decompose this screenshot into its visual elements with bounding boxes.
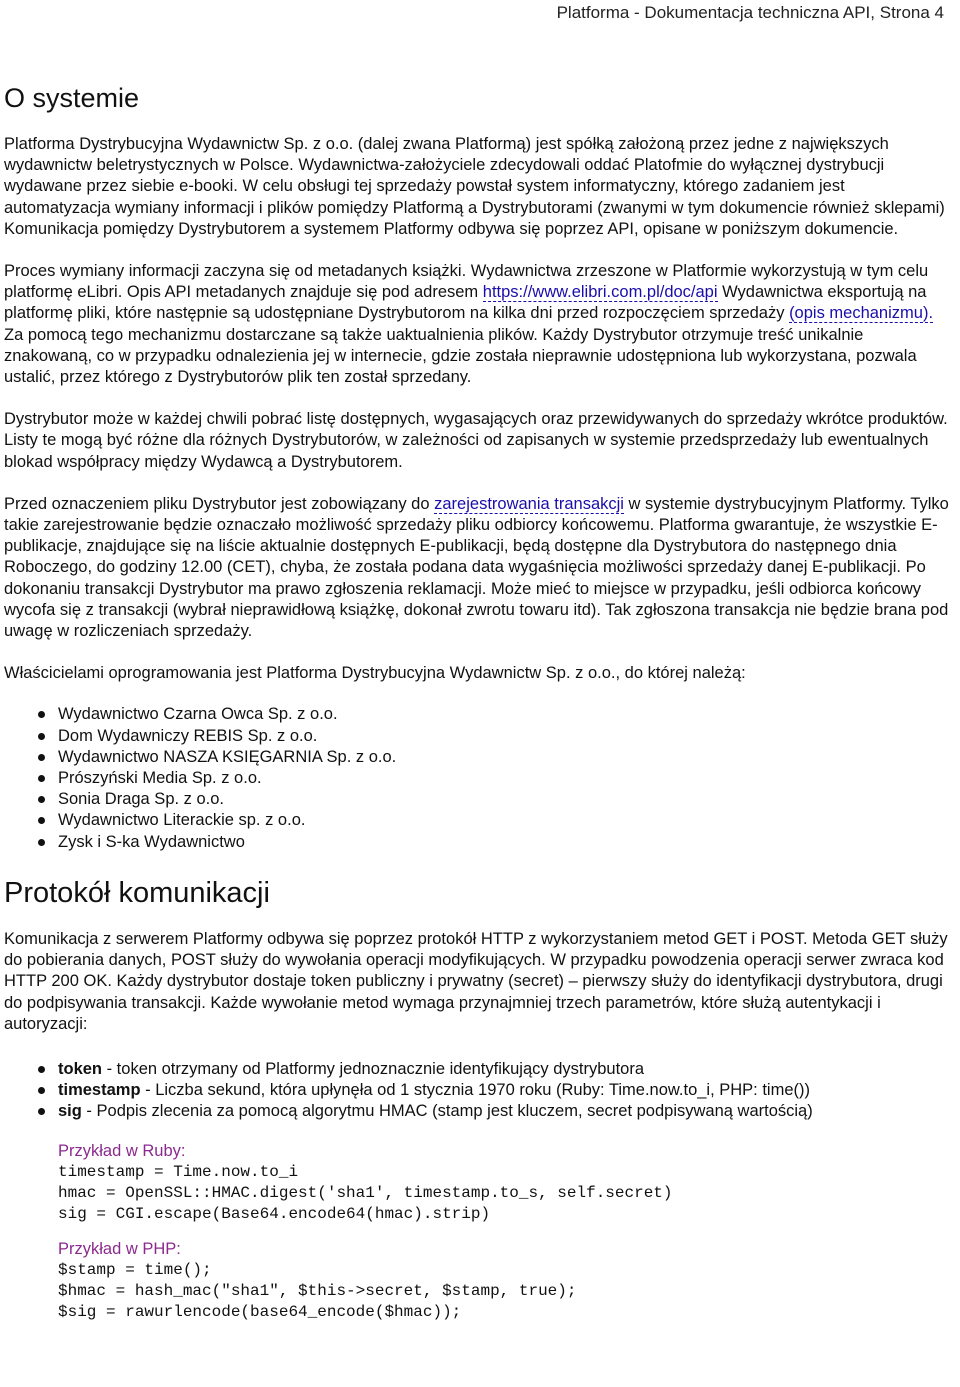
transactions-text-after: w systemie dystrybucyjnym Platformy. Tylko takie zarejestrowanie będzie oznaczało możliwość sprzedaży pliku odbiorcy końcowemu. Platforma gwarantuje, że wszystkie E-publikacje, znajdujące się na liście aktualnie dostępnych E-publikacji, będą dostępne dla Dystrybutora do następnego dnia Roboczego, do godziny 12.00 (CET), chyba, że została podana data wygaśnięcia możliwości sprzedaży danej E-publikacji. Po dokonaniu transakcji Dystrybutor ma prawo zgłoszenia reklamacji. Może mieć to miejsce w przypadku, jeśli odbiorca końcowy wycofa się z transakcji (wybrał nieprawidłową książkę, dokonał zwrotu towaru itd). Tak zgłoszona transakcja nie będzie brana pod uwagę w rozliczeniach sprzedaży.: [4, 494, 949, 641]
ruby-code-block: timestamp = Time.now.to_i hmac = OpenSSL::HMAC.digest('sha1', timestamp.to_s, self.secret) sig = CGI.escape(Base64.encode64(hmac).strip): [58, 1162, 673, 1223]
param-name-timestamp: timestamp: [58, 1081, 141, 1100]
page-header: Platforma - Dokumentacja techniczna API, Strona 4: [556, 3, 944, 22]
param-desc-timestamp: - Liczba sekund, która upłynęła od 1 stycznia 1970 roku (Ruby: Time.now.to_i, PHP: time()): [140, 1081, 811, 1100]
paragraph-owners: Właścicielami oprogramowania jest Platforma Dystrybucyjna Wydawnictw Sp. z o.o., do której należą:: [4, 664, 746, 683]
paragraph-metadata: [4, 261, 954, 388]
metadata-text-middle: Wydawnictwa eksportują na platformę pliki, które następnie są udostępniane Dystrybutorom na kilka dni przed rozpoczęciem sprzedaży: [4, 283, 927, 323]
list-item: [58, 1059, 954, 1080]
list-item: Wydawnictwo Literackie sp. z o.o.: [58, 810, 954, 831]
ruby-example-label: Przykład w Ruby:: [58, 1141, 186, 1160]
document-content: [4, 80, 954, 1337]
list-item: Prószyński Media Sp. z o.o.: [58, 768, 954, 789]
list-item: Zysk i S-ka Wydawnictwo: [58, 832, 954, 853]
php-code-block: $stamp = time(); $hmac = hash_mac("sha1", $this->secret, $stamp, true); $sig = rawurlencode(base64_encode($hmac));: [58, 1260, 577, 1321]
php-example-label: Przykład w PHP:: [58, 1239, 181, 1258]
section-title-system: O systemie: [4, 83, 140, 113]
params-list: [4, 1059, 954, 1123]
api-docs-link[interactable]: https://www.elibri.com.pl/doc/api: [482, 283, 718, 302]
list-item: Dom Wydawniczy REBIS Sp. z o.o.: [58, 726, 954, 747]
owners-list: [4, 704, 954, 852]
metadata-text-after: Za pomocą tego mechanizmu dostarczane są także uaktualnienia plików. Każdy Dystrybutor otrzymuje treść unikalnie znakowaną, co w przypadku odnalezienia jej w internecie, gdzie została nieprawnie udostępniona lub wykorzystana, pozwala ustalić, przez którego z Dystrybutorów plik ten został sprzedany.: [4, 325, 917, 387]
param-name-sig: sig: [58, 1102, 82, 1121]
ruby-example: [58, 1141, 954, 1323]
transactions-text-before: Przed oznaczeniem pliku Dystrybutor jest zobowiązany do: [4, 494, 435, 513]
section-title-protocol: Protokół komunikacji: [4, 876, 270, 909]
list-item: [58, 1101, 954, 1122]
paragraph-protocol: Komunikacja z serwerem Platformy odbywa się poprzez protokół HTTP z wykorzystaniem metod GET i POST. Metoda GET służy do pobierania danych, POST służy do wywołania operacji modyfikujących. W przypadku powodzenia operacji serwer zwraca kod HTTP 200 OK. Każdy dystrybutor dostaje token publiczny i prywatny (secret) – pierwszy służy do identyfikacji dystrybutora, drugi do podpisywania transakcji. Każde wywołanie metod wymaga przynajmniej trzech parametrów, które służą autentykacji i autoryzacji:: [4, 929, 948, 1033]
paragraph-intro: [4, 134, 954, 240]
intro-part2: W celu obsługi tej sprzedaży powstał system informatyczny, którego zadaniem jest automatyzacja wymiany informacji i plików pomiędzy Platformą a Dystrybutorami (zwanymi w tym dokumencie również sklepami) Komunikacja pomiędzy Dystrybutorem a systemem Platformy odbywa się poprzez API, opisane w poniższym dokumencie.: [4, 177, 945, 238]
list-item: Sonia Draga Sp. z o.o.: [58, 789, 954, 810]
list-item: [58, 1080, 954, 1101]
intro-part1: Platforma Dystrybucyjna Wydawnictw Sp. z o.o. (dalej zwana Platformą) jest spółką założoną przez jedne z największych wydawnictw beletrystycznych w Polsce. Wydawnictwa-założyciele zdecydowali oddać Platofmie do wyłącznej dystrybucji wydawane przez siebie e-booki.: [4, 135, 889, 196]
register-transaction-link[interactable]: zarejestrowania transakcji: [434, 494, 624, 513]
metadata-text-before: Proces wymiany informacji zaczyna się od metadanych książki. Wydawnictwa zrzeszone w Platformie wykorzystują w tym celu platformę eLibri. Opis API metadanych znajduje się pod adresem: [4, 262, 929, 302]
param-desc-sig: - Podpis zlecenia za pomocą algorytmu HMAC (stamp jest kluczem, secret podpisywaną wartością): [81, 1102, 813, 1121]
mechanism-link[interactable]: (opis mechanizmu).: [789, 304, 934, 323]
param-name-token: token: [58, 1059, 103, 1078]
list-item: Wydawnictwo NASZA KSIĘGARNIA Sp. z o.o.: [58, 747, 954, 768]
param-desc-token: - token otrzymany od Platformy jednoznacznie identyfikujący dystrybutora: [102, 1059, 645, 1078]
list-item: Wydawnictwo Czarna Owca Sp. z o.o.: [58, 704, 954, 725]
paragraph-transactions: [4, 494, 954, 642]
paragraph-product-lists: Dystrybutor może w każdej chwili pobrać listę dostępnych, wygasających oraz przewidywanych do sprzedaży wkrótce produktów. Listy te mogą być różne dla różnych Dystrybutorów, w zależności od zapisanych w systemie przedsprzedaży lub ewentualnych blokad współpracy między Wydawcą a Dystrybutorem.: [4, 410, 948, 471]
